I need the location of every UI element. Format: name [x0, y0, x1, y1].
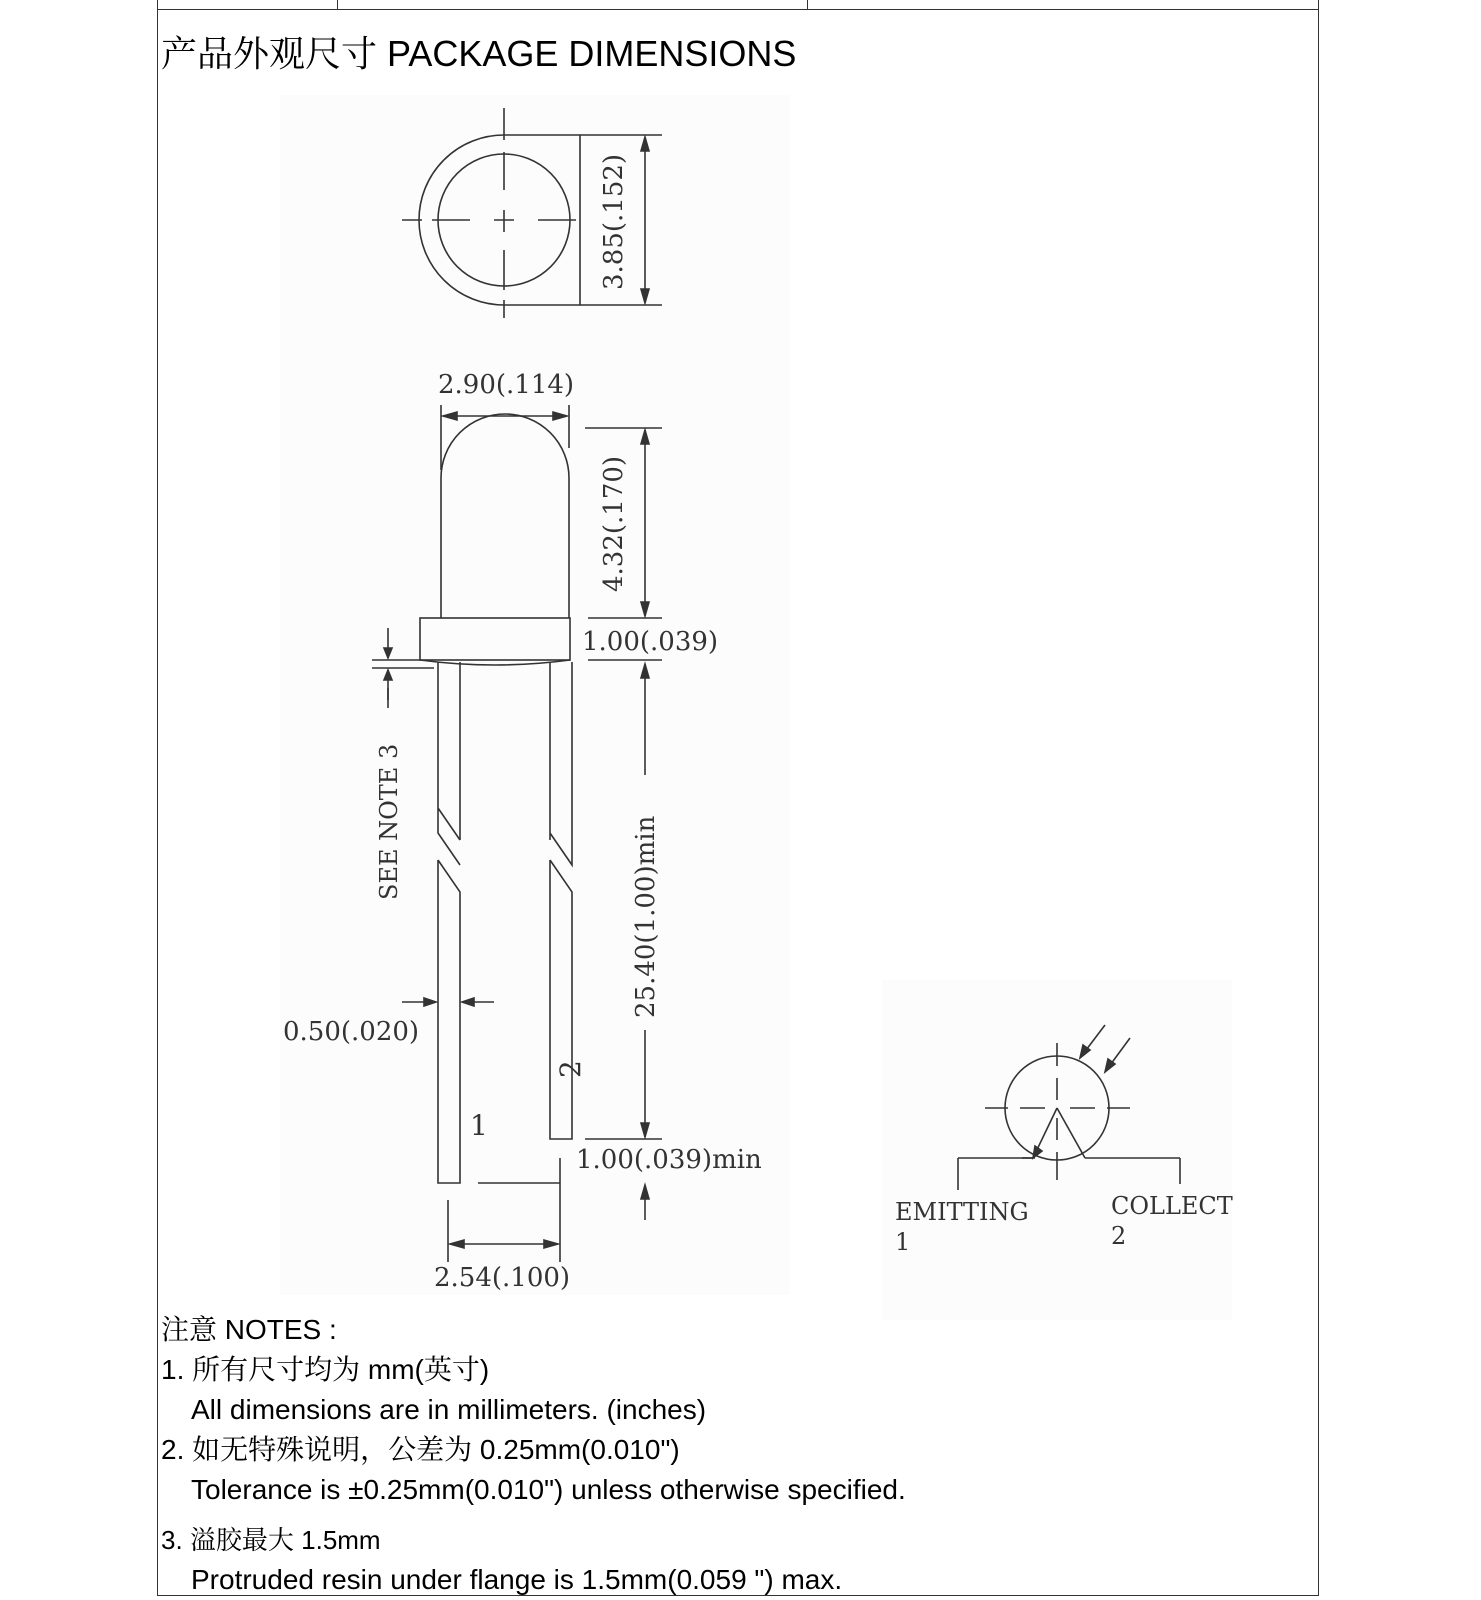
collect-label: COLLECT: [1111, 1192, 1233, 1220]
note-2-en: Tolerance is ±0.25mm(0.010") unless otherwise specified.: [191, 1474, 906, 1505]
dim-lead-length: 25.40(1.00)min: [631, 815, 661, 1018]
notes-section: [161, 1310, 906, 1600]
notes-heading: 注意 NOTES :: [161, 1314, 337, 1345]
pin-2-label: 2: [554, 1060, 587, 1078]
see-note-label: SEE NOTE 3: [375, 743, 403, 900]
section-title: 产品外观尺寸 PACKAGE DIMENSIONS: [161, 33, 797, 74]
emitting-pin: 1: [895, 1228, 911, 1256]
note-2-cn: 2. 如无特殊说明，公差为 0.25mm(0.010"): [161, 1434, 680, 1465]
collect-pin: 2: [1111, 1222, 1127, 1250]
symbol-background: [882, 980, 1232, 1320]
note-1-en: All dimensions are in millimeters. (inches): [191, 1394, 707, 1425]
note-1-cn: 1. 所有尺寸均为 mm(英寸): [161, 1354, 490, 1385]
dim-lens-width: 2.90(.114): [438, 370, 575, 400]
dim-flange-height: 1.00(.039): [582, 627, 719, 657]
emitting-label: EMITTING: [895, 1198, 1029, 1226]
pin-1-label: 1: [470, 1109, 488, 1142]
dim-lead-offset: 1.00(.039)min: [576, 1145, 762, 1175]
drawing-background: [280, 95, 790, 1295]
dim-body-height: 4.32(.170): [599, 455, 629, 592]
dim-lead-spacing: 2.54(.100): [434, 1263, 571, 1293]
note-3-en: Protruded resin under flange is 1.5mm(0.059 ") max.: [191, 1564, 843, 1595]
note-3-cn: 3. 溢胶最大 1.5mm: [161, 1525, 381, 1555]
dim-lead-width: 0.50(.020): [283, 1017, 420, 1047]
dim-top-height: 3.85(.152): [599, 153, 629, 290]
